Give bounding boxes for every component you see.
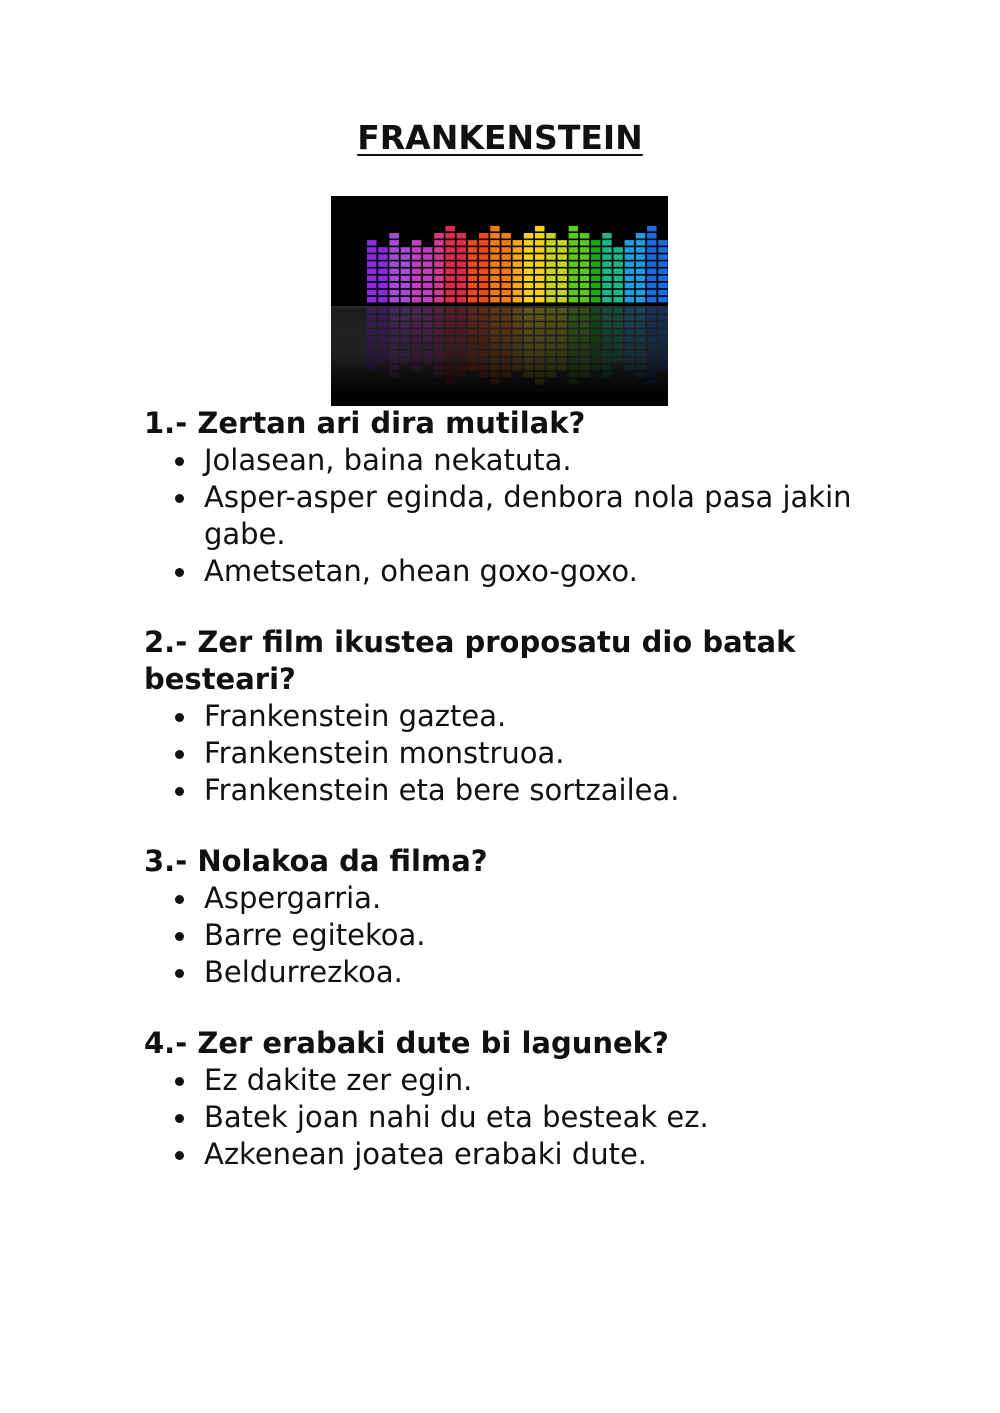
answer-option[interactable] [144, 1136, 864, 1173]
question-block [144, 843, 864, 991]
answer-option-label: Frankenstein monstruoa. [204, 736, 565, 770]
question-title: 2.- Zer film ikustea proposatu dio batak besteari? [144, 625, 796, 696]
bullet-icon [175, 932, 184, 941]
answer-option[interactable] [144, 772, 864, 809]
answer-option[interactable] [144, 917, 864, 954]
bullet-icon [175, 787, 184, 796]
answer-option-label: Asper-asper eginda, denbora nola pasa jakin gabe. [204, 480, 852, 551]
answer-option-label: Beldurrezkoa. [204, 955, 403, 989]
answer-option[interactable] [144, 735, 864, 772]
bullet-icon [175, 1114, 184, 1123]
answer-option-label: Aspergarria. [204, 881, 382, 915]
option-list [144, 880, 864, 991]
answer-option-label: Ez dakite zer egin. [204, 1063, 473, 1097]
answer-option[interactable] [144, 880, 864, 917]
question-title: 3.- Nolakoa da filma? [144, 844, 488, 878]
option-list [144, 1062, 864, 1173]
bullet-icon [175, 713, 184, 722]
bullet-icon [175, 1151, 184, 1160]
answer-option-label: Batek joan nahi du eta besteak ez. [204, 1100, 709, 1134]
bullet-icon [175, 457, 184, 466]
answer-option[interactable] [144, 698, 864, 735]
answer-option-label: Frankenstein gaztea. [204, 699, 507, 733]
bullet-icon [175, 969, 184, 978]
option-list [144, 698, 864, 809]
question-title: 4.- Zer erabaki dute bi lagunek? [144, 1026, 669, 1060]
answer-option[interactable] [144, 442, 864, 479]
answer-option[interactable] [144, 954, 864, 991]
option-list [144, 442, 864, 590]
question-block [144, 405, 864, 590]
question-block [144, 624, 864, 809]
answer-option[interactable] [144, 553, 864, 590]
question-block [144, 1025, 864, 1173]
page-title: FRANKENSTEIN [357, 118, 643, 157]
answer-option-label: Jolasean, baina nekatuta. [204, 443, 572, 477]
bullet-icon [175, 1077, 184, 1086]
answer-option-label: Azkenean joatea erabaki dute. [204, 1137, 648, 1171]
answer-option[interactable] [144, 1099, 864, 1136]
bullet-icon [175, 750, 184, 759]
answer-option[interactable] [144, 1062, 864, 1099]
question-list [144, 405, 864, 1173]
bullet-icon [175, 895, 184, 904]
answer-option-label: Ametsetan, ohean goxo-goxo. [204, 554, 638, 588]
answer-option-label: Frankenstein eta bere sortzailea. [204, 773, 680, 807]
question-title: 1.- Zertan ari dira mutilak? [144, 406, 586, 440]
answer-option[interactable] [144, 479, 864, 553]
bullet-icon [175, 494, 184, 503]
bullet-icon [175, 568, 184, 577]
equalizer-image [331, 196, 668, 406]
answer-option-label: Barre egitekoa. [204, 918, 426, 952]
